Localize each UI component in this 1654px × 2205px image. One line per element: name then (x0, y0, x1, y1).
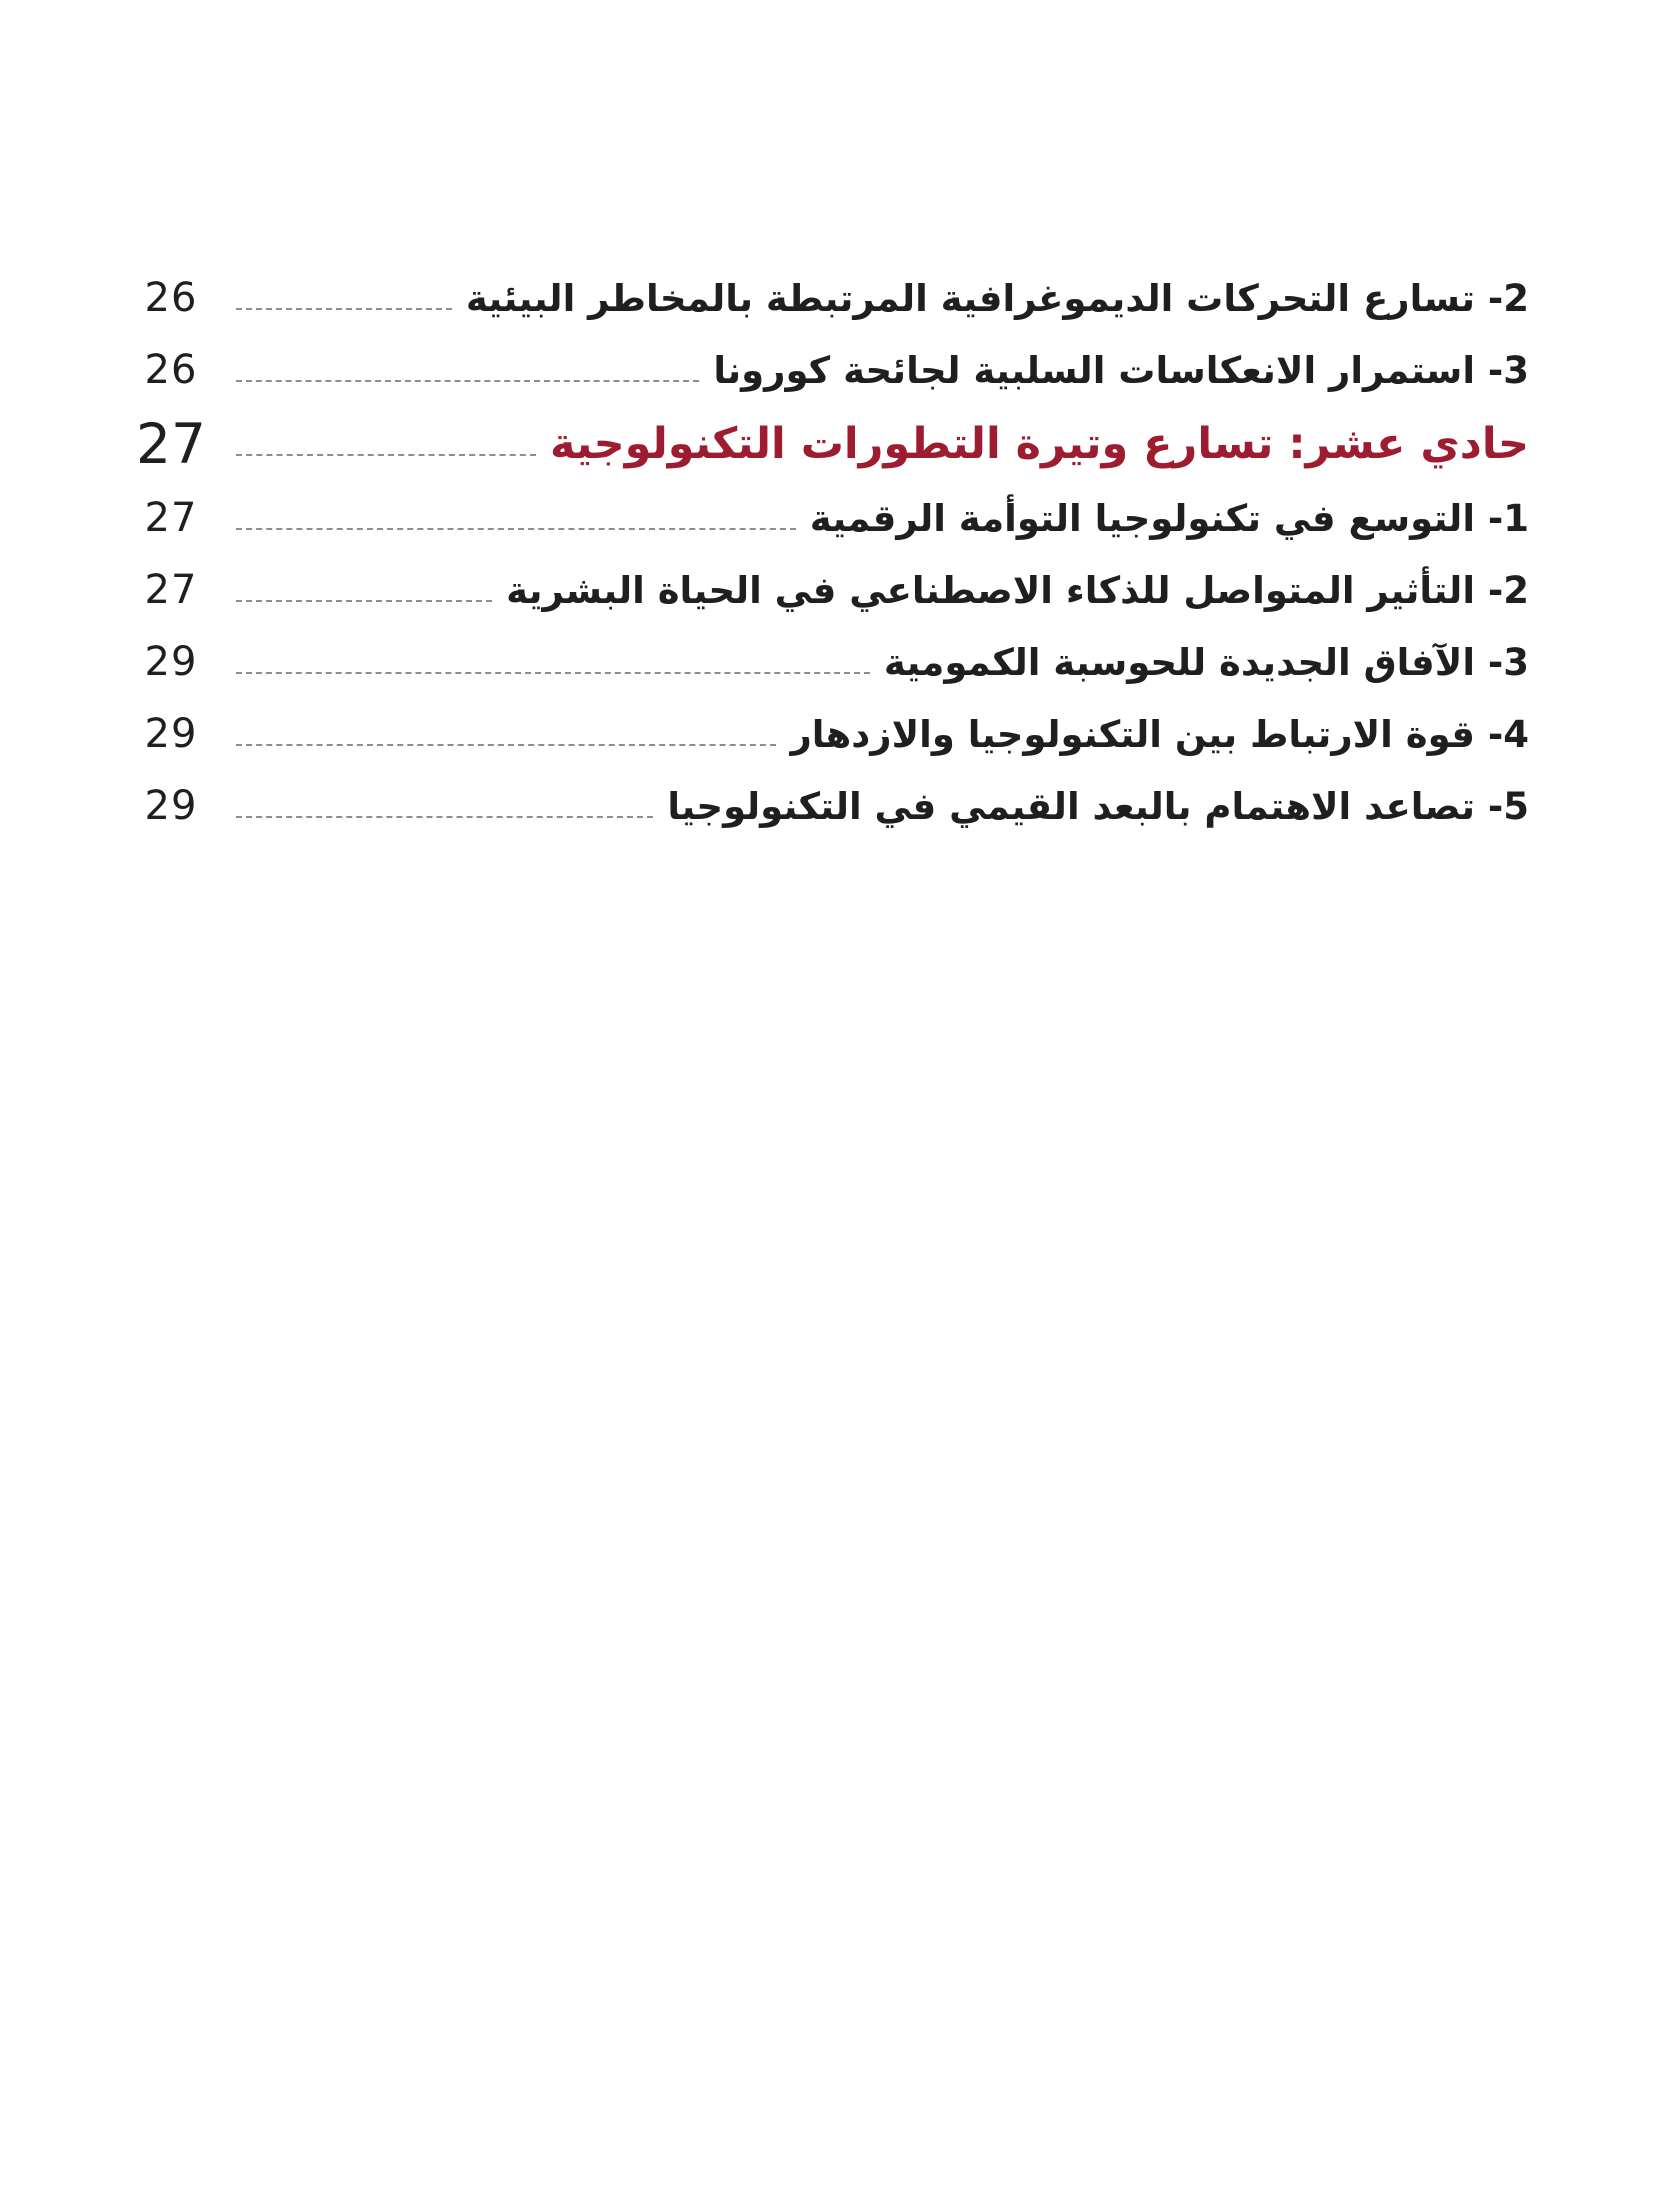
page-number: 26 (144, 275, 198, 321)
toc-row (128, 262, 1529, 334)
toc-entry-title: حادي عشر: تسارع وتيرة التطورات التكنولوجية (550, 418, 1529, 469)
page-number: 29 (144, 639, 198, 685)
toc-row (128, 698, 1529, 770)
toc-heading-row (128, 406, 1529, 482)
toc-row (128, 334, 1529, 406)
toc-entry-title: 3- استمرار الانعكاسات السلبية لجائحة كورونا (713, 348, 1529, 392)
toc-row (128, 482, 1529, 554)
toc-entry-title: 4- قوة الارتباط بين التكنولوجيا والازدهار (790, 712, 1529, 756)
toc-entry-title: 5- تصاعد الاهتمام بالبعد القيمي في التكنولوجيا (667, 784, 1529, 828)
page-number: 29 (144, 711, 198, 757)
toc-row (128, 770, 1529, 842)
dot-leader (236, 454, 536, 456)
dot-leader (236, 744, 776, 746)
dot-leader (236, 308, 452, 310)
page-number: 27 (144, 567, 198, 613)
dot-leader (236, 672, 870, 674)
toc-entry-title: 2- التأثير المتواصل للذكاء الاصطناعي في الحياة البشرية (506, 568, 1529, 612)
toc-entry-title: 2- تسارع التحركات الديموغرافية المرتبطة بالمخاطر البيئية (465, 276, 1529, 320)
dot-leader (236, 600, 492, 602)
dot-leader (236, 816, 653, 818)
dot-leader (236, 528, 796, 530)
dot-leader (236, 380, 699, 382)
page-number: 27 (144, 495, 198, 541)
toc-row (128, 626, 1529, 698)
page-number: 29 (144, 783, 198, 829)
toc-entry-title: 1- التوسع في تكنولوجيا التوأمة الرقمية (809, 496, 1529, 540)
page-number: 26 (144, 347, 198, 393)
toc-entry-title: 3- الآفاق الجديدة للحوسبة الكمومية (883, 640, 1529, 684)
page-number: 27 (136, 411, 206, 476)
table-of-contents (128, 262, 1529, 842)
toc-row (128, 554, 1529, 626)
